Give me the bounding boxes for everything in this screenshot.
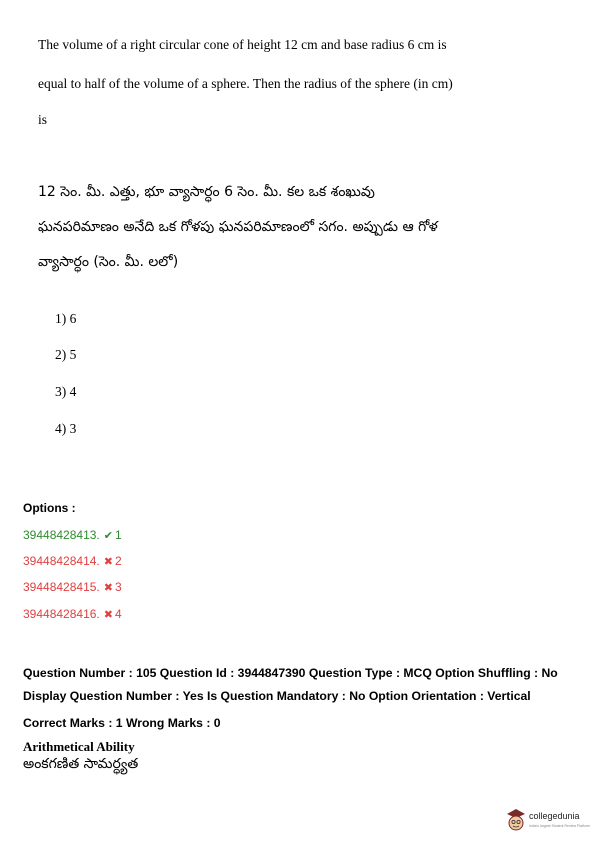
option-value: 3 bbox=[114, 580, 122, 594]
option-row bbox=[23, 580, 122, 594]
option-row bbox=[23, 528, 122, 542]
question-text-en-line-1: The volume of a right circular cone of height 12 cm and base radius 6 cm is bbox=[38, 37, 447, 52]
question-text-te-line-2: ఘనపరిమాణం అనేది ఒక గోళపు ఘనపరిమాణంలో సగం. అప్పుడు ఆ గోళ bbox=[38, 219, 438, 235]
option-row bbox=[23, 607, 122, 621]
cross-icon: ✖ bbox=[103, 582, 113, 594]
option-id: 39448428413. bbox=[23, 528, 100, 542]
options-heading: Options : bbox=[23, 501, 76, 515]
option-id: 39448428415. bbox=[23, 580, 100, 594]
question-text-te-line-1: 12 సెం. మీ. ఎత్తు, భూ వ్యాసార్ధం 6 సెం. మీ. కల ఒక శంఖువు bbox=[38, 184, 375, 200]
question-meta-line-1: Question Number : 105 Question Id : 3944847390 Question Type : MCQ Option Shuffling : No bbox=[23, 666, 558, 680]
option-value: 1 bbox=[114, 528, 122, 542]
question-text-en-line-3: is bbox=[38, 112, 48, 127]
option-value: 2 bbox=[114, 554, 122, 568]
collegedunia-logo bbox=[505, 808, 595, 834]
mascot-icon bbox=[505, 808, 527, 834]
cross-icon: ✖ bbox=[103, 609, 113, 621]
question-meta-line-2: Display Question Number : Yes Is Question Mandatory : No Option Orientation : Vertical bbox=[23, 689, 531, 703]
answer-choice-2: 2) 5 bbox=[55, 347, 77, 362]
option-id: 39448428414. bbox=[23, 554, 100, 568]
option-value: 4 bbox=[114, 607, 122, 621]
option-row bbox=[23, 554, 122, 568]
logo-tagline: India's largest Student Review Platform bbox=[529, 824, 590, 828]
question-text-te-line-3: వ్యాసార్ధం (సెం. మీ. లలో) bbox=[38, 254, 179, 270]
answer-choice-1: 1) 6 bbox=[55, 311, 77, 326]
answer-choice-3: 3) 4 bbox=[55, 384, 77, 399]
check-icon: ✔ bbox=[103, 530, 113, 542]
logo-name: collegedunia bbox=[529, 811, 580, 821]
cross-icon: ✖ bbox=[103, 556, 113, 568]
answer-choice-4: 4) 3 bbox=[55, 421, 77, 436]
question-text-en-line-2: equal to half of the volume of a sphere. Then the radius of the sphere (in cm) bbox=[38, 76, 453, 91]
option-id: 39448428416. bbox=[23, 607, 100, 621]
question-meta-line-3: Correct Marks : 1 Wrong Marks : 0 bbox=[23, 716, 221, 730]
section-title-te: అంకగణిత సామర్ధ్యత bbox=[23, 756, 139, 772]
section-title-en: Arithmetical Ability bbox=[23, 739, 135, 754]
